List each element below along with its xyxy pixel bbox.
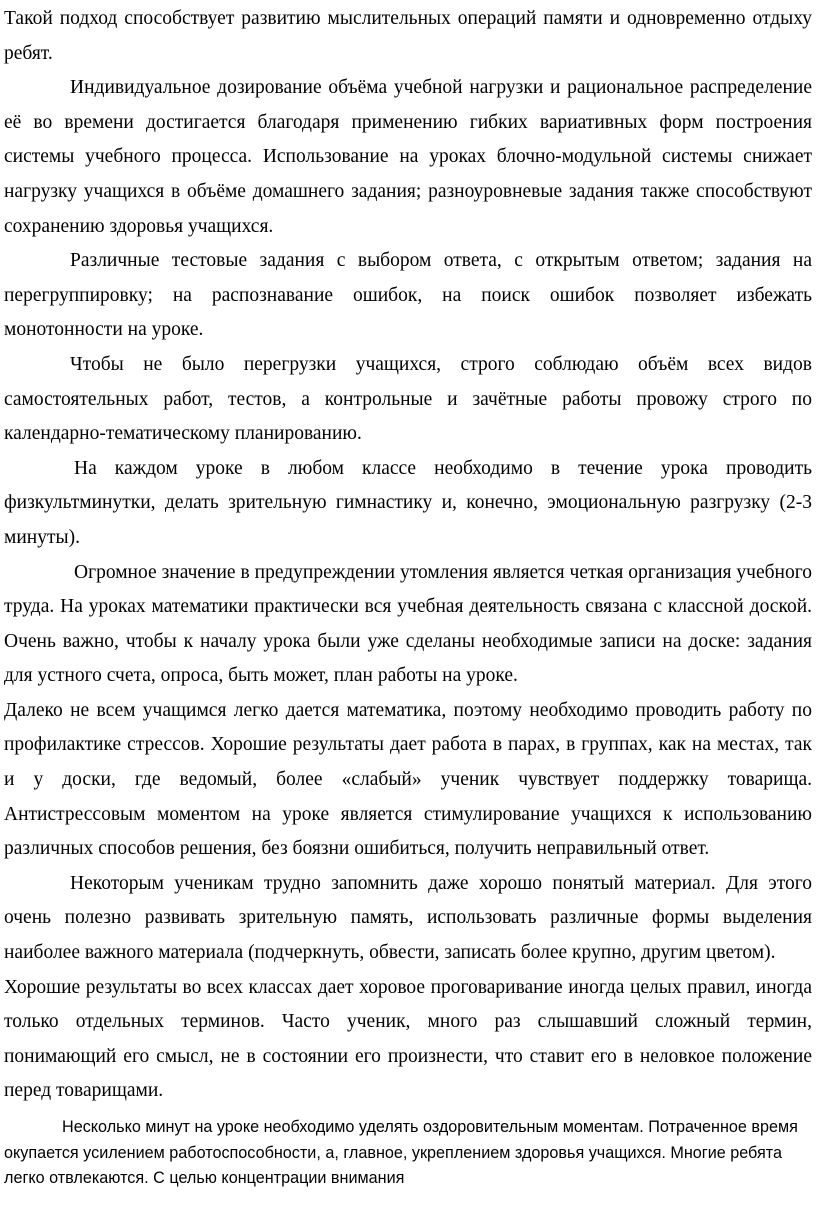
paragraph-7: Далеко не всем учащимся легко дается математика, поэтому необходимо проводить работу по профилактике стрессов. Хорошие результаты дает работа в парах, в группах, как на местах, так и у доски, где ведомый, более «слабый» ученик чувствует поддержку товарища. Антистрессовым моментом на уроке является стимулирование учащихся к использованию различных способов решения, без боязни ошибиться, получить неправильный ответ. (4, 699, 812, 860)
paragraph-2: Индивидуальное дозирование объёма учебной нагрузки и рациональное распределение её во времени достигается благодаря применению гибких вариативных форм построения системы учебного процесса. Использование на уроках блочно-модульной системы снижает нагрузку учащихся в объёме домашнего задания; разноуровневые задания также способствуют сохранению здоровья учащихся. (4, 77, 812, 237)
paragraph-10: Несколько минут на уроке необходимо уделять оздоровительным моментам. Потраченное время окупается усилением работоспособности, а, главное, укреплением здоровья учащихся. Многие ребята легко отвлекаются. С целью концентрации внимания (4, 1118, 798, 1187)
paragraph-5: На каждом уроке в любом классе необходимо в течение урока проводить физкультминутки, делать зрительную гимнастику и, конечно, эмоциональную разгрузку (2-3 минуты). (4, 457, 812, 548)
paragraph-1: Такой подход способствует развитию мыслительных операций памяти и одновременно отдыху ребят. (4, 8, 812, 64)
paragraph-8: Некоторым ученикам трудно запомнить даже хорошо понятый материал. Для этого очень полезно развивать зрительную память, использовать различные формы выделения наиболее важного материала (подчеркнуть, обвести, записать более крупно, другим цветом). (4, 872, 812, 964)
paragraph-3: Различные тестовые задания с выбором ответа, с открытым ответом; задания на перегруппировку; на распознавание ошибок, на поиск ошибок позволяет избежать монотонности на уроке. (4, 250, 812, 341)
paragraph-6: Огромное значение в предупреждении утомления является четкая организация учебного труда. На уроках математики практически вся учебная деятельность связана с классной доской. Очень важно, чтобы к началу урока были уже сделаны необходимые записи на доске: задания для устного счета, опроса, быть может, план работы на уроке. (4, 561, 812, 687)
paragraph-4: Чтобы не было перегрузки учащихся, строго соблюдаю объём всех видов самостоятельных работ, тестов, а контрольные и зачётные работы провожу строго по календарно-тематическому планированию. (4, 353, 812, 445)
paragraph-9: Хорошие результаты во всех классах дает хоровое проговаривание иногда целых правил, иногда только отдельных терминов. Часто ученик, много раз слышавший сложный термин, понимающий его смысл, не в состоянии его произнести, что ставит его в неловкое положение перед товарищами. (4, 976, 812, 1102)
